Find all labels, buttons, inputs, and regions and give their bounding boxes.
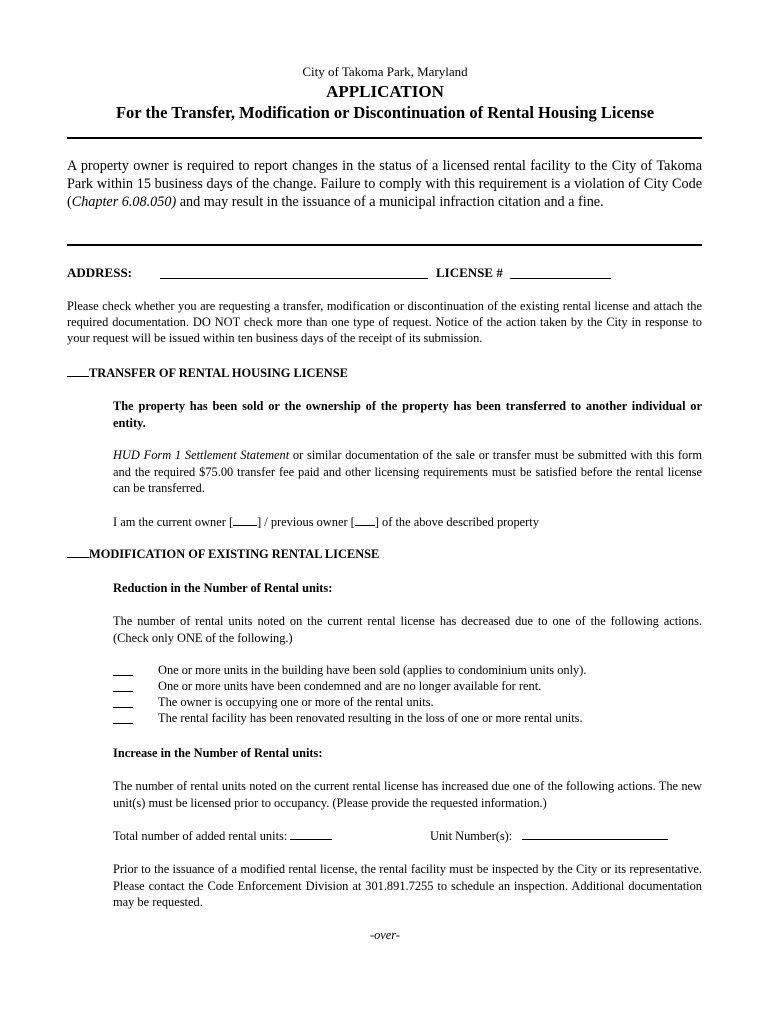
reduction-option-blank[interactable] [113,691,133,692]
license-number-label: LICENSE # [436,265,503,280]
transfer-description: The property has been sold or the ownership of the property has been transferred to another individual or entity. [113,399,702,430]
owner-text-2: ] / previous owner [ [257,515,355,529]
header-divider [67,137,702,139]
reduction-option-blank[interactable] [113,707,133,708]
increase-description: The number of rental units noted on the current rental license has increased due one of the following actions. The new unit(s) must be licensed prior to occupancy. (Please provide the requested information.) [113,779,702,810]
modification-heading-text: MODIFICATION OF EXISTING RENTAL LICENSE [89,547,380,561]
license-number-field[interactable] [510,278,611,279]
increase-heading: Increase in the Number of Rental units: [113,746,323,760]
intro-divider [67,244,702,246]
unit-numbers-row [430,828,668,844]
added-units-row [113,828,332,844]
unit-numbers-label: Unit Number(s): [430,829,513,843]
previous-owner-blank[interactable] [355,514,375,526]
inspection-paragraph: Prior to the issuance of a modified rental license, the rental facility must be inspected by the City or its representative. Please contact the Code Enforcement Division at 301.891.7255 to schedule an inspection. Additional documentation may be requested. [113,862,702,909]
transfer-documentation-text [113,447,702,497]
form-title: APPLICATION [326,82,444,101]
reduction-heading: Reduction in the Number of Rental units: [113,581,333,595]
reduction-option-text: The owner is occupying one or more of the rental units. [158,695,434,709]
modification-checkbox-blank[interactable] [67,546,89,558]
unit-numbers-field[interactable] [522,828,668,840]
intro-text-1: A property owner is required to report changes in the status of a licensed rental facility to the City of Takoma Park within 15 business days of the change. Failure to comply with this requirement is a violation of City Code ( [67,158,702,210]
reduction-option-text: One or more units in the building have been sold (applies to condominium units only). [158,663,587,677]
transfer-section-heading [67,365,348,381]
owner-text-1: I am the current owner [ [113,515,234,529]
address-label: ADDRESS: [67,265,133,280]
reduction-description: The number of rental units noted on the current rental license has decreased due to one of the following actions. (Check only ONE of the following.) [113,614,702,645]
address-field[interactable] [160,278,428,279]
city-code-reference: Chapter 6.08.050) [71,194,177,210]
hud-form-reference: HUD Form 1 Settlement Statement [113,448,290,462]
transfer-checkbox-blank[interactable] [67,365,89,377]
reduction-option-text: The rental facility has been renovated resulting in the loss of one or more rental units. [158,711,583,725]
owner-status-line [113,514,702,531]
page-over-note: -over- [369,928,401,942]
instructions-paragraph: Please check whether you are requesting a transfer, modification or discontinuation of the existing rental license and attach the required documentation. DO NOT check more than one type of request. Notice of the action taken by the City in response to your request will be issued within ten business days of the receipt of its submission. [67,299,702,345]
form-subtitle: For the Transfer, Modification or Discontinuation of Rental Housing License [115,103,655,122]
city-name: City of Takoma Park, Maryland [302,64,468,79]
added-units-field[interactable] [290,828,332,840]
transfer-requirements-text: or similar documentation of the sale or transfer must be submitted with this form and the required $75.00 transfer fee paid and other licensing requirements must be satisfied before the rental license can be transferred. [113,448,702,495]
transfer-heading-text: TRANSFER OF RENTAL HOUSING LICENSE [89,366,348,380]
added-units-label: Total number of added rental units: [113,829,288,843]
modification-section-heading [67,546,379,562]
reduction-option-blank[interactable] [113,723,133,724]
reduction-option-blank[interactable] [113,675,133,676]
intro-paragraph [67,157,702,211]
current-owner-blank[interactable] [233,514,257,526]
reduction-option-text: One or more units have been condemned and are no longer available for rent. [158,679,542,693]
intro-text-2: and may result in the issuance of a municipal infraction citation and a fine. [176,194,604,210]
owner-text-3: ] of the above described property [374,515,539,529]
